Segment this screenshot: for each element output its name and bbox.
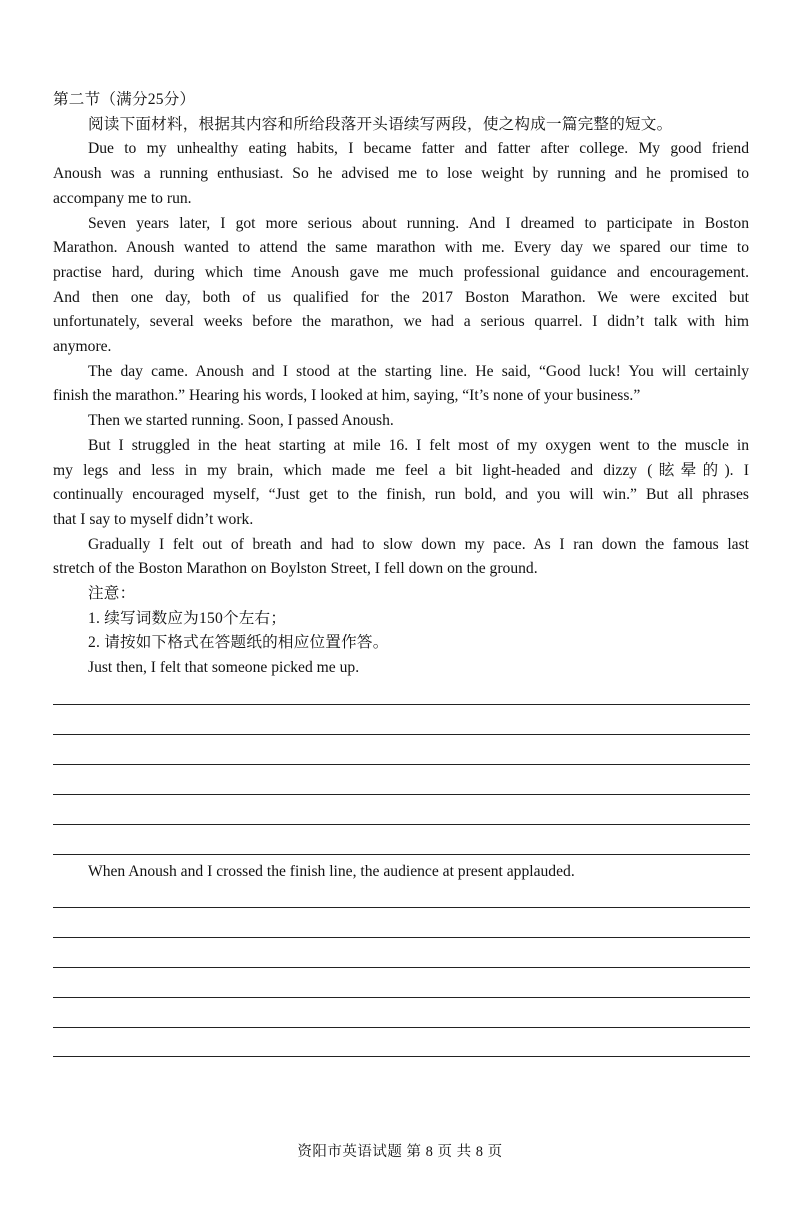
passage-line: And then one day, both of us qualified for the 2017 Boston Marathon. We were excited but [53, 288, 749, 306]
passage-line: Then we started running. Soon, I passed Anoush. [88, 412, 394, 430]
passage-line: Anoush was a running enthusiast. So he advised me to lose weight by running and he promised to [53, 165, 749, 183]
passage-line: accompany me to run. [53, 189, 192, 207]
answer-line[interactable] [53, 907, 750, 908]
answer-line[interactable] [53, 824, 750, 825]
page-footer: 资阳市英语试题 第 8 页 共 8 页 [297, 1144, 503, 1160]
passage-line: my legs and less in my brain, which made me feel a bit light-headed and dizzy (眩晕的). I [53, 461, 749, 479]
passage-line: finish the marathon.” Hearing his words, I looked at him, saying, “It’s none of your business.” [53, 387, 641, 405]
passage-line: Due to my unhealthy eating habits, I became fatter and fatter after college. My good friend [88, 140, 749, 158]
answer-line[interactable] [53, 1056, 750, 1057]
notes-title: 注意： [88, 585, 136, 603]
answer-line[interactable] [53, 997, 750, 998]
prompt-opening-1: Just then, I felt that someone picked me up. [88, 659, 360, 677]
section-heading: 第二节（满分25分） [53, 91, 196, 108]
answer-line[interactable] [53, 734, 750, 735]
note-item: 2. 请按如下格式在答题纸的相应位置作答。 [88, 634, 389, 652]
note-item: 1. 续写词数应为150个左右； [88, 609, 287, 627]
answer-line[interactable] [53, 854, 750, 855]
passage-line: The day came. Anoush and I stood at the starting line. He said, “Good luck! You will certainly [88, 362, 749, 380]
answer-line[interactable] [53, 704, 750, 705]
passage-line: anymore. [53, 338, 112, 356]
passage-block [53, 88, 749, 681]
answer-line[interactable] [53, 764, 750, 765]
answer-line[interactable] [53, 794, 750, 795]
passage-line: But I struggled in the heat starting at mile 16. I felt most of my oxygen went to the muscle in [88, 436, 749, 454]
passage-line: stretch of the Boston Marathon on Boylston Street, I fell down on the ground. [53, 560, 538, 578]
passage-line: Gradually I felt out of breath and had to slow down my pace. As I ran down the famous last [88, 535, 749, 553]
passage-line: practise hard, during which time Anoush gave me much professional guidance and encouragement. [53, 263, 749, 281]
answer-line[interactable] [53, 1027, 750, 1028]
passage-line: that I say to myself didn’t work. [53, 510, 254, 528]
prompt-opening-2: When Anoush and I crossed the finish line, the audience at present applauded. [88, 863, 575, 880]
instruction-text: 阅读下面材料，根据其内容和所给段落开头语续写两段，使之构成一篇完整的短文。 [88, 115, 673, 133]
answer-line[interactable] [53, 937, 750, 938]
passage-line: unfortunately, several weeks before the marathon, we had a serious quarrel. I didn’t talk with him [53, 313, 749, 331]
passage-line: Marathon. Anoush wanted to attend the same marathon with me. Every day we spared our time to [53, 239, 749, 257]
passage-line: Seven years later, I got more serious about running. And I dreamed to participate in Boston [88, 214, 749, 232]
answer-line[interactable] [53, 967, 750, 968]
passage-line: continually encouraged myself, “Just get to the finish, run bold, and you will win.” But all phrases [53, 486, 749, 504]
